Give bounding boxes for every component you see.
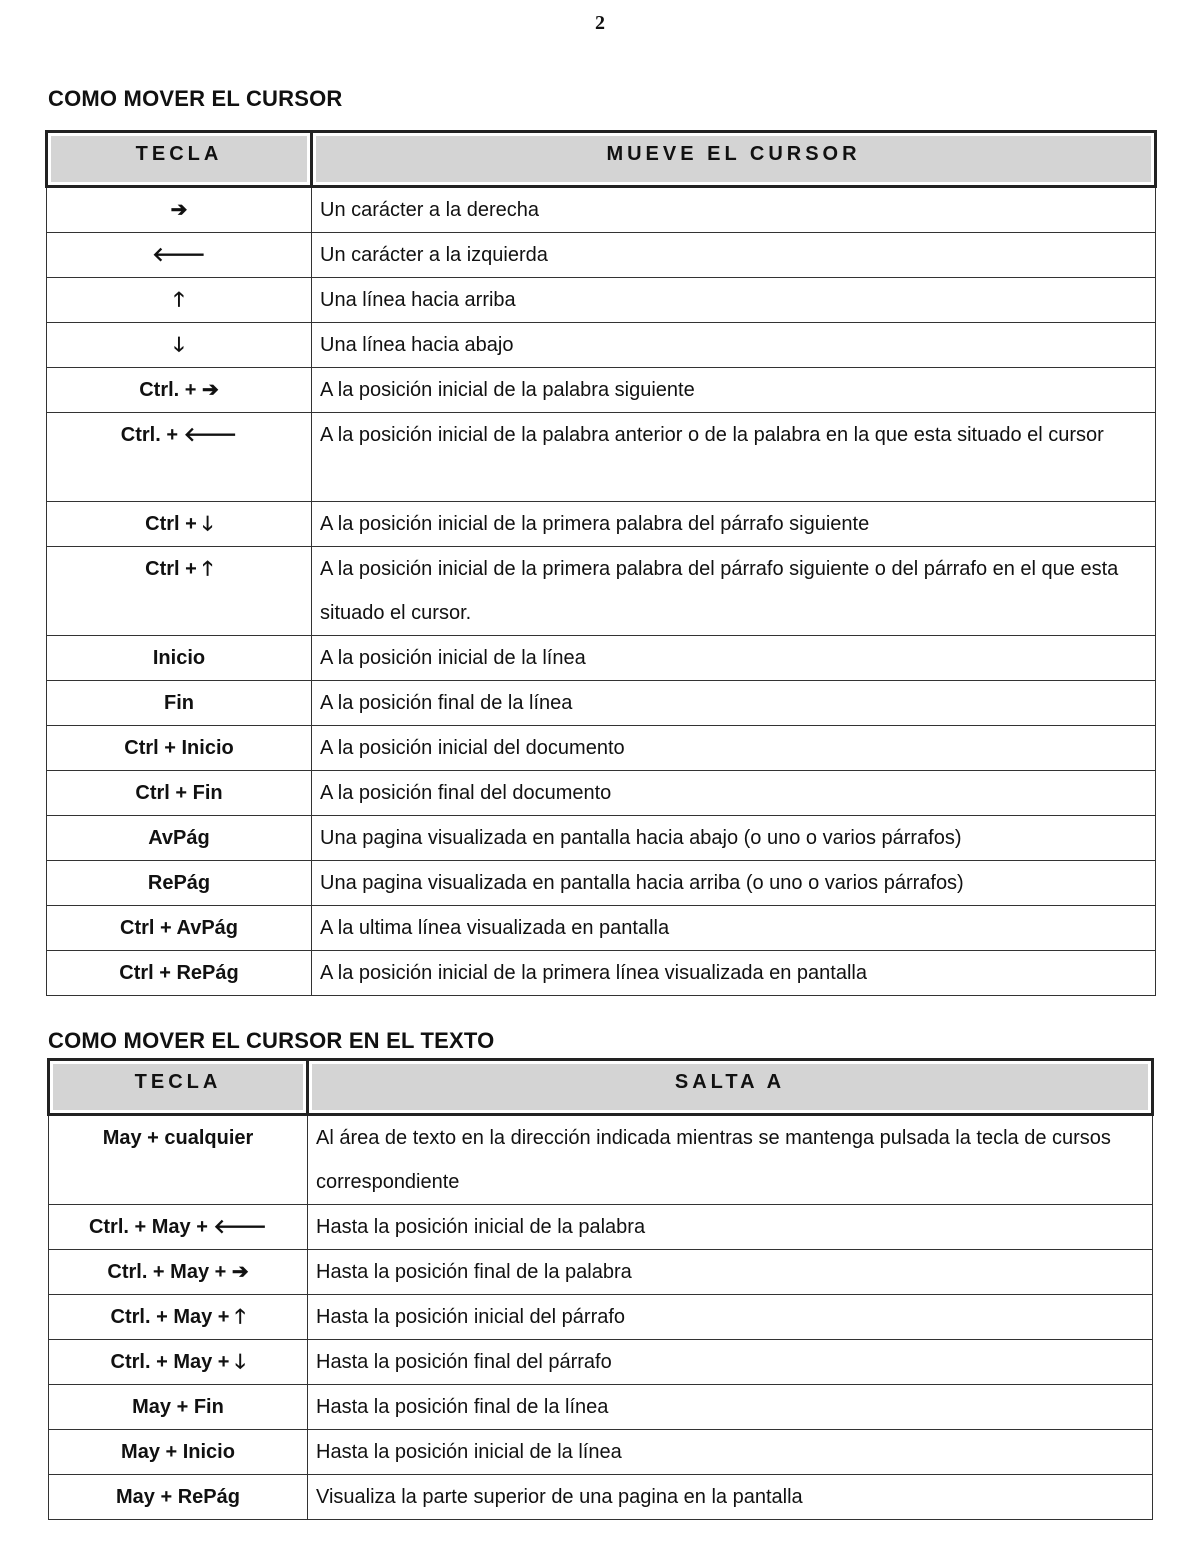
key-label: 🡑 — [173, 289, 185, 311]
header-salta-a: SALTA A — [308, 1060, 1153, 1115]
key-label: Ctrl. + 🡐 — [120, 424, 238, 446]
description-cell — [308, 1475, 1153, 1520]
key-label: Ctrl. + May + 🡓 — [110, 1351, 246, 1373]
key-label: May + RePág — [116, 1486, 240, 1508]
description-text: A la posición inicial de la primera línea visualizada en pantalla — [320, 962, 867, 984]
key-label: Ctrl + RePág — [119, 962, 239, 984]
description-text: Visualiza la parte superior de una pagina en la pantalla — [316, 1486, 803, 1508]
text-selection-shortcuts-table — [47, 1058, 1154, 1520]
key-label: Ctrl. + May + 🡐 — [88, 1216, 268, 1238]
key-label: Inicio — [152, 647, 206, 669]
key-label: Ctrl + AvPág — [120, 917, 238, 939]
description-text: Una línea hacia arriba — [320, 289, 516, 311]
key-label: Ctrl + 🡑 — [145, 558, 213, 580]
key-label: May + Fin — [132, 1396, 224, 1418]
key-cell — [47, 413, 312, 502]
description-text: Un carácter a la derecha — [320, 199, 540, 221]
table-row — [47, 547, 1156, 636]
table-header-row — [47, 132, 1156, 187]
description-text: A la posición inicial de la primera palabra del párrafo siguiente — [320, 513, 870, 535]
key-label: RePág — [147, 872, 211, 894]
table-row — [47, 413, 1156, 502]
description-text: Hasta la posición inicial del párrafo — [316, 1306, 626, 1328]
key-label: Ctrl. + May + ➔ — [107, 1261, 249, 1283]
key-label: 🡐 — [152, 244, 206, 266]
table-row — [49, 1115, 1153, 1205]
description-text: A la posición final del documento — [320, 782, 612, 804]
section-title-mover-cursor: COMO MOVER EL CURSOR — [48, 86, 343, 111]
table-header-row — [49, 1060, 1153, 1115]
key-label: Ctrl. + May + 🡑 — [110, 1306, 246, 1328]
table-row — [49, 1475, 1153, 1520]
description-text: Una línea hacia abajo — [320, 334, 514, 356]
key-cell — [49, 1475, 308, 1520]
description-text: Hasta la posición final de la línea — [316, 1396, 609, 1418]
key-label: May + Inicio — [121, 1441, 235, 1463]
description-cell — [308, 1115, 1153, 1205]
header-tecla: TECLA — [47, 132, 312, 187]
header-mueve-el-cursor: MUEVE EL CURSOR — [312, 132, 1156, 187]
header-tecla: TECLA — [49, 1060, 308, 1115]
description-text: A la posición inicial del documento — [320, 737, 625, 759]
key-label: Fin — [164, 692, 194, 714]
description-text: A la ultima línea visualizada en pantalla — [320, 917, 670, 939]
key-label: 🡓 — [173, 334, 185, 356]
table-body — [47, 187, 1156, 996]
description-cell — [312, 413, 1156, 502]
description-text: A la posición final de la línea — [320, 692, 573, 714]
key-label: ➔ — [170, 199, 188, 221]
cursor-shortcuts-table — [45, 130, 1157, 996]
key-label: Ctrl + 🡓 — [145, 513, 213, 535]
description-text: Hasta la posición inicial de la línea — [316, 1441, 622, 1463]
section-title-mover-cursor-texto: COMO MOVER EL CURSOR EN EL TEXTO — [48, 1028, 495, 1053]
description-cell — [312, 547, 1156, 636]
description-text: Al área de texto en la dirección indicada mientras se mantenga pulsada la tecla de cursos correspondiente — [316, 1127, 1111, 1193]
table-row — [47, 951, 1156, 996]
key-label: Ctrl + Fin — [135, 782, 223, 804]
description-text: A la posición inicial de la línea — [320, 647, 586, 669]
description-cell — [312, 951, 1156, 996]
key-cell — [47, 547, 312, 636]
description-text: A la posición inicial de la primera palabra del párrafo siguiente o del párrafo en el que esta situado el cursor. — [320, 558, 1119, 624]
key-label: Ctrl. + ➔ — [139, 379, 219, 401]
description-text: Una pagina visualizada en pantalla hacia arriba (o uno o varios párrafos) — [320, 872, 964, 894]
description-text: A la posición inicial de la palabra anterior o de la palabra en la que esta situado el cursor — [320, 424, 1104, 446]
description-text: Hasta la posición inicial de la palabra — [316, 1216, 646, 1238]
key-label: AvPág — [148, 827, 210, 849]
key-cell — [49, 1115, 308, 1205]
description-text: A la posición inicial de la palabra siguiente — [320, 379, 695, 401]
key-label: May + cualquier — [102, 1127, 254, 1149]
table-body — [49, 1115, 1153, 1520]
description-text: Una pagina visualizada en pantalla hacia abajo (o uno o varios párrafos) — [320, 827, 962, 849]
description-text: Un carácter a la izquierda — [320, 244, 548, 266]
description-text: Hasta la posición final de la palabra — [316, 1261, 632, 1283]
key-label: Ctrl + Inicio — [124, 737, 234, 759]
key-cell — [47, 951, 312, 996]
page-number: 2 — [595, 12, 605, 34]
description-text: Hasta la posición final del párrafo — [316, 1351, 612, 1373]
